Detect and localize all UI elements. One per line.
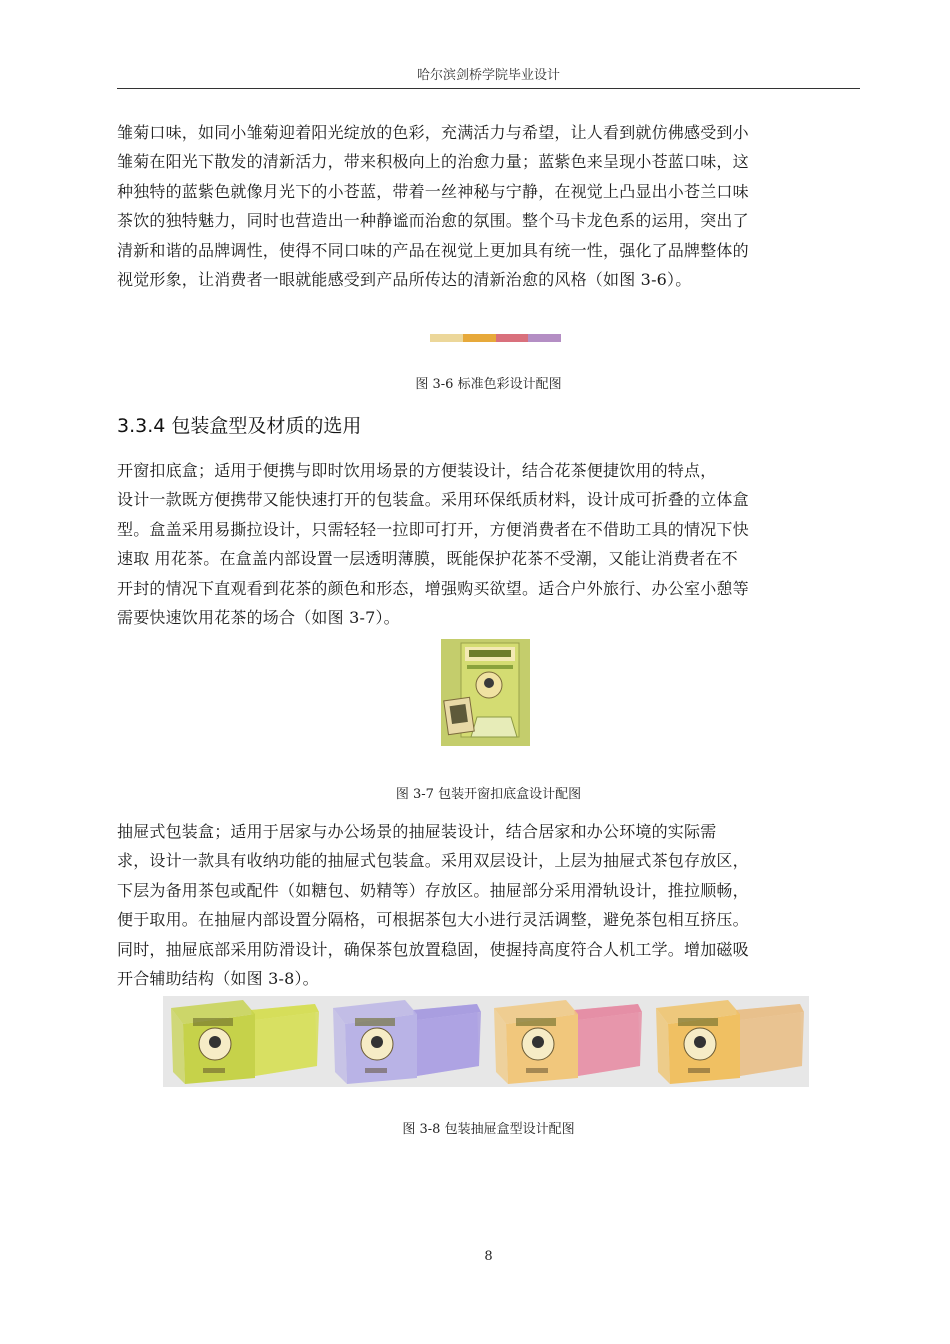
paragraph-line: 清新和谐的品牌调性，使得不同口味的产品在视觉上更加具有统一性，强化了品牌整体的 xyxy=(117,240,749,260)
paragraph-line: 同时，抽屉底部采用防滑设计，确保茶包放置稳固，使握持高度符合人机工学。增加磁吸 xyxy=(117,939,749,959)
figure-3-7-window-box-image xyxy=(441,639,530,746)
paragraph-line: 求，设计一款具有收纳功能的抽屉式包装盒。采用双层设计，上层为抽屉式茶包存放区， xyxy=(117,851,749,871)
paragraph-line: 设计一款既方便携带又能快速打开的包装盒。采用环保纸质材料，设计成可折叠的立体盒 xyxy=(117,490,749,510)
paragraph-line: 开合辅助结构（如图 3-8）。 xyxy=(117,969,319,989)
paragraph-line: 视觉形象，让消费者一眼就能感受到产品所传达的清新治愈的风格（如图 3-6）。 xyxy=(117,270,692,290)
paragraph-line: 需要快速饮用花茶的场合（如图 3-7）。 xyxy=(117,608,400,628)
paragraph-line: 型。盒盖采用易撕拉设计，只需轻轻一拉即可打开，方便消费者在不借助工具的情况下快 xyxy=(117,519,749,539)
color-swatch xyxy=(496,334,529,342)
drawer-box-illustration xyxy=(325,996,487,1087)
paragraph-line: 茶饮的独特魅力，同时也营造出一种静谧而治愈的氛围。整个马卡龙色系的运用，突出了 xyxy=(117,211,749,231)
figure-3-8-drawer-box-image xyxy=(163,996,809,1087)
color-swatch xyxy=(430,334,463,342)
paragraph-line: 下层为备用茶包或配件（如糖包、奶精等）存放区。抽屉部分采用滑轨设计，推拉顺畅， xyxy=(117,880,749,900)
paragraph-line: 开封的情况下直观看到花茶的颜色和形态，增强购买欲望。适合户外旅行、办公室小憩等 xyxy=(117,578,749,598)
paragraph-color-description xyxy=(117,118,860,294)
paragraph-line: 抽屉式包装盒；适用于居家与办公场景的抽屉装设计，结合居家和办公环境的实际需 xyxy=(117,822,717,841)
paragraph-line: 便于取用。在抽屉内部设置分隔格，可根据茶包大小进行灵活调整，避免茶包相互挤压。 xyxy=(117,910,749,930)
standard-color-swatches xyxy=(430,334,561,342)
paragraph-line: 速取 用花茶。在盒盖内部设置一层透明薄膜，既能保护花茶不受潮，又能让消费者在不 xyxy=(117,549,738,569)
paragraph-line: 开窗扣底盒；适用于便携与即时饮用场景的方便装设计，结合花茶便捷饮用的特点， xyxy=(117,461,717,480)
paragraph-line: 雏菊口味，如同小雏菊迎着阳光绽放的色彩，充满活力与希望，让人看到就仿佛感受到小 xyxy=(117,123,749,142)
color-swatch xyxy=(463,334,496,342)
paragraph-line: 雏菊在阳光下散发的清新活力，带来积极向上的治愈力量；蓝紫色来呈现小苍蓝口味，这 xyxy=(117,152,749,172)
figure-3-7-caption: 图 3-7 包装开窗扣底盒设计配图 xyxy=(395,787,582,802)
drawer-box-illustration xyxy=(648,996,810,1087)
paragraph-window-box xyxy=(117,456,860,632)
figure-3-6-caption: 图 3-6 标准色彩设计配图 xyxy=(415,377,562,392)
figure-3-8-caption: 图 3-8 包装抽屉盒型设计配图 xyxy=(402,1122,575,1137)
drawer-box-illustration xyxy=(163,996,325,1087)
color-swatch xyxy=(528,334,561,342)
header-rule xyxy=(117,88,860,89)
section-heading-3-3-4: 3.3.4 包装盒型及材质的选用 xyxy=(117,415,362,437)
drawer-box-illustration xyxy=(486,996,648,1087)
page-number: 8 xyxy=(484,1249,493,1264)
paragraph-line: 种独特的蓝紫色就像月光下的小苍蓝，带着一丝神秘与宁静，在视觉上凸显出小苍兰口味 xyxy=(117,181,749,201)
running-header: 哈尔滨剑桥学院毕业设计 xyxy=(416,68,560,83)
paragraph-drawer-box xyxy=(117,817,860,993)
